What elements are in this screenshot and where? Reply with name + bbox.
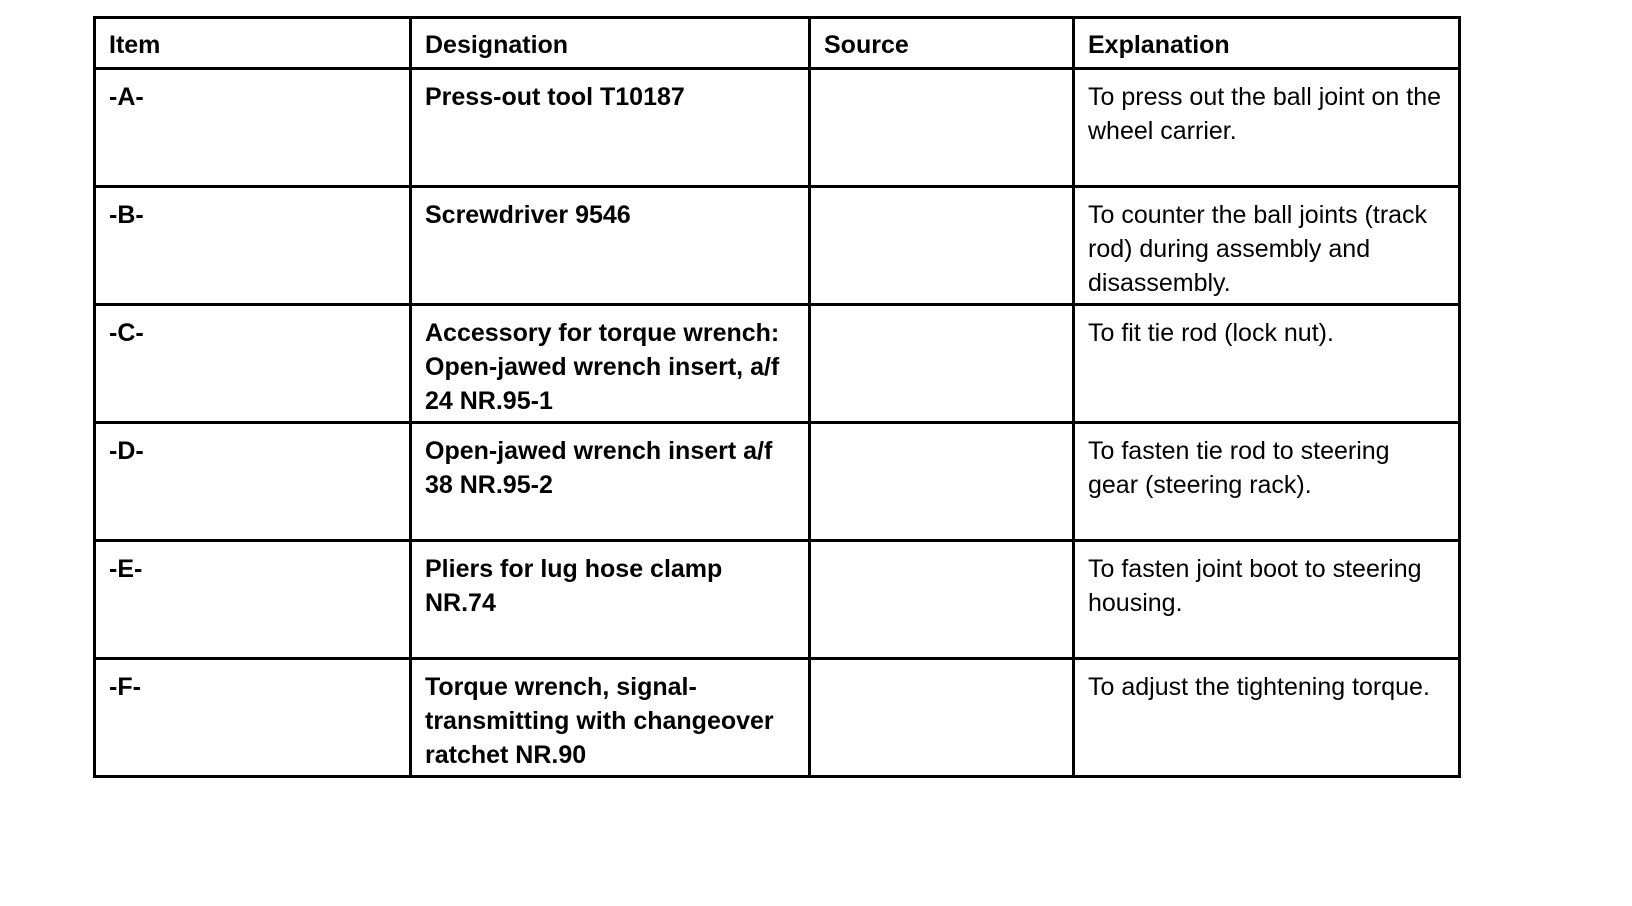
special-tools-table (93, 16, 1461, 778)
explanation-cell: To fit tie rod (lock nut). (1074, 305, 1460, 423)
explanation-cell: To fasten joint boot to steering housing. (1074, 541, 1460, 659)
table-body (95, 69, 1460, 777)
item-cell: -F- (95, 659, 411, 777)
table-row (95, 541, 1460, 659)
header-source: Source (810, 18, 1074, 69)
item-cell: -C- (95, 305, 411, 423)
header-explanation: Explanation (1074, 18, 1460, 69)
designation-cell: Screwdriver 9546 (411, 187, 810, 305)
item-cell: -B- (95, 187, 411, 305)
source-cell (810, 305, 1074, 423)
designation-cell: Open-jawed wrench insert a/f 38 NR.95-2 (411, 423, 810, 541)
item-cell: -E- (95, 541, 411, 659)
table-row (95, 69, 1460, 187)
table-header (95, 18, 1460, 69)
designation-cell: Torque wrench, signal-transmitting with changeover ratchet NR.90 (411, 659, 810, 777)
table-row (95, 423, 1460, 541)
designation-cell: Accessory for torque wrench: Open-jawed wrench insert, a/f 24 NR.95-1 (411, 305, 810, 423)
source-cell (810, 187, 1074, 305)
header-designation: Designation (411, 18, 810, 69)
source-cell (810, 541, 1074, 659)
designation-cell: Press-out tool T10187 (411, 69, 810, 187)
source-cell (810, 423, 1074, 541)
explanation-cell: To adjust the tightening torque. (1074, 659, 1460, 777)
explanation-cell: To press out the ball joint on the wheel carrier. (1074, 69, 1460, 187)
header-row (95, 18, 1460, 69)
source-cell (810, 69, 1074, 187)
table-row (95, 187, 1460, 305)
source-cell (810, 659, 1074, 777)
table-row (95, 305, 1460, 423)
explanation-cell: To fasten tie rod to steering gear (steering rack). (1074, 423, 1460, 541)
item-cell: -D- (95, 423, 411, 541)
header-item: Item (95, 18, 411, 69)
table-row (95, 659, 1460, 777)
designation-cell: Pliers for lug hose clamp NR.74 (411, 541, 810, 659)
item-cell: -A- (95, 69, 411, 187)
explanation-cell: To counter the ball joints (track rod) during assembly and disassembly. (1074, 187, 1460, 305)
